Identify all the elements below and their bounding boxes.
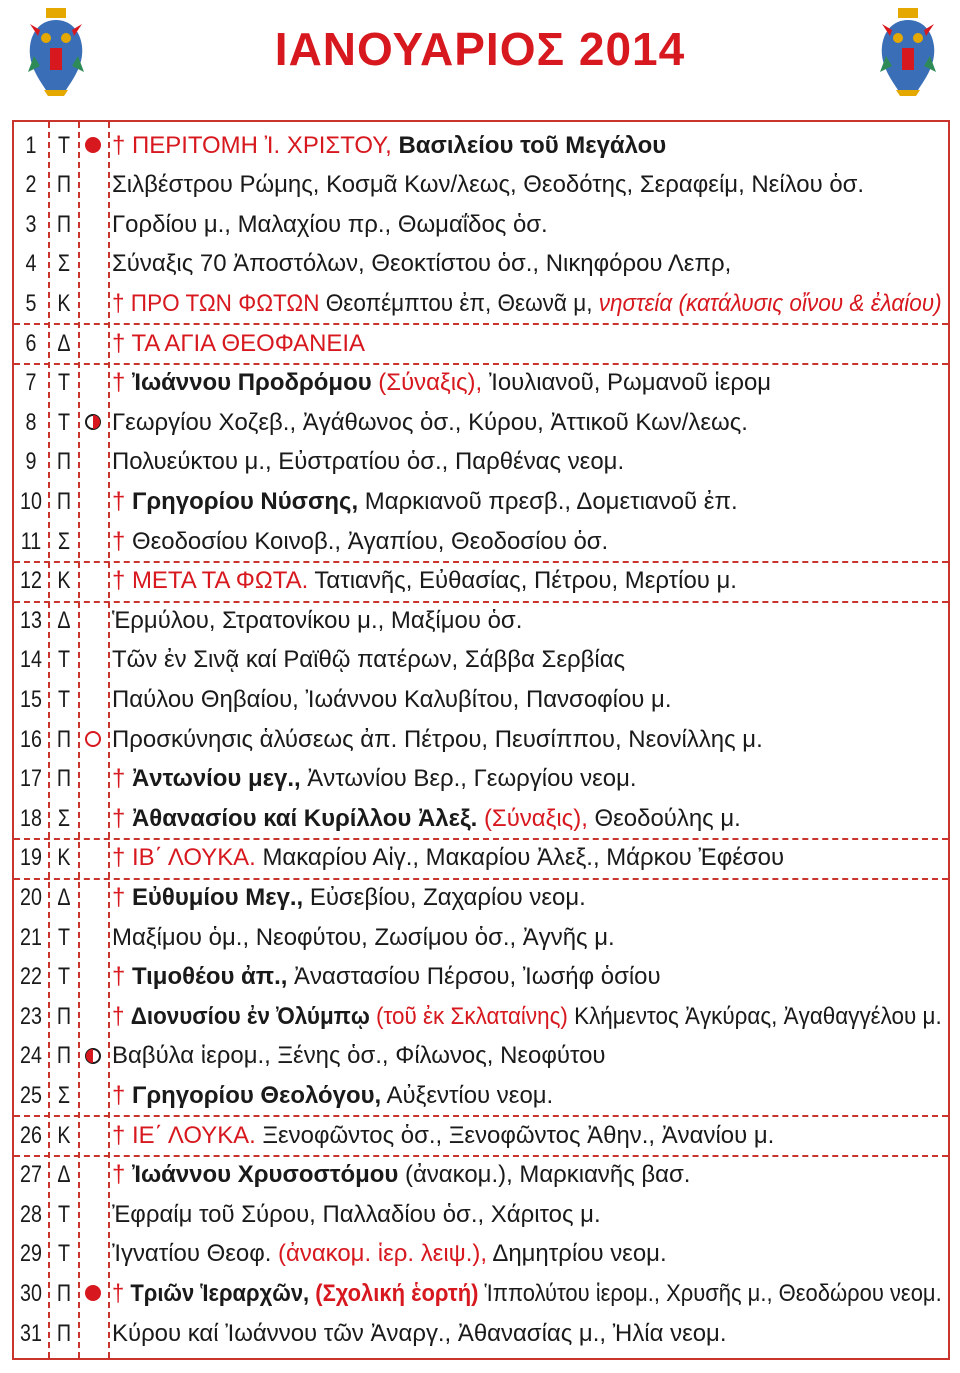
feast-text <box>112 1002 942 1031</box>
day-number: 13 <box>20 606 42 634</box>
day-number: 5 <box>25 289 37 317</box>
calendar-row <box>14 1037 948 1076</box>
feast-text-part: Ἀντωνίου Βερ., Γεωργίου νεομ. <box>300 765 637 793</box>
feast-text-part: † <box>112 1081 132 1109</box>
feast-text-part: (τοῦ ἐκ Σκλαταίνης) <box>369 1002 568 1030</box>
feast-text <box>112 884 942 912</box>
day-number: 19 <box>20 844 42 872</box>
weekday-letter: Δ <box>57 1161 71 1189</box>
weekday-letter: Τ <box>57 1200 71 1228</box>
calendar-row <box>14 1274 948 1313</box>
feast-text-part: † <box>112 1121 132 1149</box>
calendar-row <box>14 680 948 719</box>
feast-text-part: Βαβύλα ἱερομ., Ξένης ὁσ., Φίλωνος, Νεοφύτου <box>112 1042 606 1070</box>
feast-text-part: † <box>112 1279 131 1307</box>
day-number: 26 <box>20 1121 42 1149</box>
day-number: 14 <box>20 646 42 674</box>
feast-text <box>112 765 942 793</box>
calendar-row <box>14 839 948 880</box>
weekday-letter: Δ <box>57 606 71 634</box>
feast-text <box>112 289 942 318</box>
feast-text-part: Ἰωάννου Προδρόμου <box>131 369 379 397</box>
feast-text-part: Θεοδούλης μ. <box>587 804 741 832</box>
feast-text <box>112 1122 942 1150</box>
weekday-letter: Κ <box>57 1121 71 1149</box>
first-moon-icon <box>82 411 104 433</box>
weekday-letter: Τ <box>57 923 71 951</box>
feast-text-part: Προσκύνησις ἁλύσεως ἀπ. Πέτρου, Πευσίππου, Νεονίλλης μ. <box>112 725 763 753</box>
day-number: 27 <box>20 1161 42 1189</box>
feast-text <box>112 646 942 674</box>
day-number: 7 <box>25 369 37 397</box>
weekday-letter: Κ <box>57 289 71 317</box>
feast-text-part: Ἐφραίμ τοῦ Σύρου, Παλλαδίου ὁσ., Χάριτος μ. <box>112 1200 601 1228</box>
feast-text <box>112 488 942 516</box>
feast-text-part: Αὐξεντίου νεομ. <box>381 1081 554 1109</box>
feast-text-part: Μακαρίου Αἰγ., Μακαρίου Ἀλεξ., Μάρκου Ἐφέσου <box>255 844 785 872</box>
day-number: 31 <box>20 1319 42 1347</box>
calendar-row <box>14 1076 948 1117</box>
feast-text-part: Πολυεύκτου μ., Εὐστρατίου ὁσ., Παρθένας νεομ. <box>112 448 625 476</box>
calendar-row <box>14 601 948 640</box>
feast-text-part: Ἰουλιανοῦ, Ρωμανοῦ ἱερομ <box>482 369 772 397</box>
feast-text-part: νηστεία (κατάλυσις οἴνου & ἐλαίου) <box>598 289 942 317</box>
day-number: 20 <box>20 883 42 911</box>
day-number: 17 <box>20 765 42 793</box>
day-number: 15 <box>20 685 42 713</box>
calendar-row <box>14 482 948 521</box>
feast-text <box>112 924 942 952</box>
feast-text <box>112 686 942 714</box>
feast-text-part: Μαξίμου ὁμ., Νεοφύτου, Ζωσίμου ὁσ., Ἀγνῆς μ. <box>112 923 615 951</box>
weekday-letter: Δ <box>57 329 71 357</box>
feast-text <box>112 567 942 595</box>
weekday-letter: Π <box>56 725 72 753</box>
feast-text-part: Κύρου καί Ἰωάννου τῶν Ἀναργ., Ἀθανασίας μ., Ἠλία νεομ. <box>112 1319 727 1347</box>
day-number: 6 <box>25 329 37 357</box>
feast-text-part: (Σχολική ἑορτή) <box>309 1279 479 1307</box>
feast-text <box>112 726 942 754</box>
feast-text <box>112 211 942 239</box>
calendar-row <box>14 641 948 680</box>
feast-text <box>112 1320 942 1348</box>
feast-text <box>112 448 942 476</box>
calendar-row <box>14 1314 948 1353</box>
weekday-letter: Π <box>56 1279 72 1307</box>
feast-text-part: ΙΒ΄ ΛΟΥΚΑ. <box>131 844 256 872</box>
feast-text-part: Ἀθανασίου καί Κυρίλλου Ἀλεξ. <box>131 804 478 832</box>
last-moon-icon <box>82 1045 104 1067</box>
calendar-row <box>14 1195 948 1234</box>
new-moon-icon <box>82 728 104 750</box>
feast-text <box>112 1201 942 1229</box>
calendar-row <box>14 997 948 1036</box>
day-number: 22 <box>20 963 42 991</box>
feast-text-part: ΤΑ ΑΓΙΑ ΘΕΟΦΑΝΕΙΑ <box>131 329 365 357</box>
feast-text-part: † <box>112 487 132 515</box>
feast-text-part: (ἀνακομ.), Μαρκιανῆς βασ. <box>398 1161 691 1189</box>
weekday-letter: Σ <box>57 804 71 832</box>
weekday-letter: Τ <box>57 408 71 436</box>
feast-text <box>112 607 942 635</box>
feast-text <box>112 1082 942 1110</box>
feast-text-part: Γεωργίου Χοζεβ., Ἀγάθωνος ὁσ., Κύρου, Ἀττικοῦ Κων/λεως. <box>112 408 748 436</box>
feast-text <box>112 963 942 991</box>
feast-text-part: Ἀντωνίου μεγ., <box>131 765 301 793</box>
day-number: 1 <box>25 131 37 159</box>
feast-text <box>112 330 942 358</box>
calendar-row <box>14 799 948 840</box>
feast-text-part: Γρηγορίου Θεολόγου, <box>131 1081 382 1109</box>
calendar-row <box>14 126 948 165</box>
calendar-row <box>14 443 948 482</box>
calendar-row <box>14 522 948 563</box>
feast-text-part: (Σύναξις), <box>378 369 483 397</box>
feast-text-part: † <box>112 963 132 991</box>
feast-text-part: Ἰγνατίου Θεοφ. <box>112 1240 279 1268</box>
feast-text-part: † <box>112 883 132 911</box>
feast-text <box>112 805 942 833</box>
feast-text-part: Γορδίου μ., Μαλαχίου πρ., Θωμαΐδος ὁσ. <box>112 210 548 238</box>
weekday-letter: Π <box>56 1042 72 1070</box>
feast-text <box>112 171 942 199</box>
weekday-letter: Σ <box>57 527 71 555</box>
feast-text-part: Ἰωάννου Χρυσοστόμου <box>131 1161 399 1189</box>
feast-text-part: † <box>112 131 132 159</box>
feast-text-part: ΜΕΤΑ ΤΑ ΦΩΤΑ. <box>131 567 309 595</box>
calendar-row <box>14 364 948 403</box>
feast-text-part: Θεοδοσίου Κοινοβ., Ἀγαπίου, Θεοδοσίου ὁσ. <box>131 527 609 555</box>
feast-text-part: Ἱππολύτου ἱερομ., Χρυσῆς μ., Θεοδώρου νεομ. <box>478 1279 942 1307</box>
calendar-row <box>14 1235 948 1274</box>
weekday-letter: Κ <box>57 567 71 595</box>
feast-text-part: Βασιλείου τοῦ Μεγάλου <box>391 131 667 159</box>
calendar-row <box>14 1116 948 1157</box>
weekday-letter: Τ <box>57 963 71 991</box>
weekday-letter: Π <box>56 1319 72 1347</box>
calendar-row <box>14 205 948 244</box>
feast-text <box>112 132 942 160</box>
page-title: ΙΑΝΟΥΑΡΙΟΣ 2014 <box>274 23 686 75</box>
feast-text-part: Τιμοθέου ἀπ., <box>131 963 288 991</box>
day-number: 3 <box>25 210 37 238</box>
feast-text-part: ΠΡΟ ΤΩΝ ΦΩΤΩΝ <box>130 289 320 317</box>
feast-text-part: † <box>112 804 132 832</box>
day-number: 12 <box>20 567 42 595</box>
day-number: 30 <box>20 1279 42 1307</box>
feast-text-part: † <box>112 369 132 397</box>
feast-text-part: Παύλου Θηβαίου, Ἰωάννου Καλυβίτου, Πανσοφίου μ. <box>112 685 672 713</box>
feast-text-part: ΠΕΡΙΤΟΜΗ Ἰ. ΧΡΙΣΤΟΥ, <box>131 131 392 159</box>
feast-text-part: † <box>112 289 131 317</box>
feast-text-part: Διονυσίου ἐν Ὀλύμπῳ <box>130 1002 370 1030</box>
day-number: 25 <box>20 1081 42 1109</box>
weekday-letter: Κ <box>57 844 71 872</box>
day-number: 10 <box>20 487 42 515</box>
day-number: 4 <box>25 250 37 278</box>
weekday-letter: Σ <box>57 250 71 278</box>
weekday-letter: Π <box>56 210 72 238</box>
feast-text-part: Ξενοφῶντος ὁσ., Ξενοφῶντος Ἀθην., Ἀνανίου μ. <box>255 1121 775 1149</box>
weekday-letter: Σ <box>57 1081 71 1109</box>
full-moon-icon <box>82 1282 104 1304</box>
weekday-letter: Τ <box>57 646 71 674</box>
feast-text <box>112 409 942 437</box>
feast-text <box>112 844 942 872</box>
feast-text-part: Τριῶν Ἱεραρχῶν, <box>130 1279 310 1307</box>
day-number: 11 <box>20 527 42 555</box>
calendar-row <box>14 958 948 997</box>
calendar-row <box>14 284 948 325</box>
feast-text-part: † <box>112 567 132 595</box>
feast-text <box>112 250 942 278</box>
calendar-row <box>14 403 948 442</box>
weekday-letter: Τ <box>57 369 71 397</box>
feast-text <box>112 528 942 556</box>
day-number: 24 <box>20 1042 42 1070</box>
day-number: 18 <box>20 804 42 832</box>
calendar-row <box>14 878 948 917</box>
weekday-letter: Τ <box>57 131 71 159</box>
weekday-letter: Π <box>56 765 72 793</box>
feast-text <box>112 369 942 397</box>
day-number: 16 <box>20 725 42 753</box>
feast-text-part: Τῶν ἐν Σινᾷ καί Ραϊθῷ πατέρων, Σάββα Σερβίας <box>112 646 626 674</box>
feast-text-part: Δημητρίου νεομ. <box>487 1240 667 1268</box>
feast-text-part: † <box>112 329 132 357</box>
feast-text-part: Εὐθυμίου Μεγ., <box>131 883 304 911</box>
calendar-row <box>14 760 948 799</box>
day-number: 9 <box>25 448 37 476</box>
feast-text-part: † <box>112 1002 131 1030</box>
weekday-letter: Π <box>56 448 72 476</box>
weekday-letter: Π <box>56 487 72 515</box>
calendar-row <box>14 324 948 365</box>
feast-text-part: † <box>112 765 132 793</box>
feast-text-part: Ἑρμύλου, Στρατονίκου μ., Μαξίμου ὁσ. <box>112 606 523 634</box>
calendar-row <box>14 1156 948 1195</box>
weekday-letter: Δ <box>57 883 71 911</box>
feast-text-part: Ἀναστασίου Πέρσου, Ἰωσήφ ὁσίου <box>287 963 661 991</box>
calendar-row <box>14 166 948 205</box>
feast-text-part: Σιλβέστρου Ρώμης, Κοσμᾶ Κων/λεως, Θεοδότης, Σεραφείμ, Νείλου ὁσ. <box>112 171 865 199</box>
weekday-letter: Π <box>56 171 72 199</box>
day-number: 21 <box>20 923 42 951</box>
day-number: 23 <box>20 1002 42 1030</box>
feast-text <box>112 1279 942 1308</box>
feast-text-part: Σύναξις 70 Ἀποστόλων, Θεοκτίστου ὁσ., Νικηφόρου Λεπρ, <box>112 250 732 278</box>
feast-text <box>112 1161 942 1189</box>
day-number: 29 <box>20 1240 42 1268</box>
weekday-letter: Τ <box>57 1240 71 1268</box>
day-number: 28 <box>20 1200 42 1228</box>
weekday-letter: Τ <box>57 685 71 713</box>
feast-text-part: † <box>112 1161 132 1189</box>
day-number: 8 <box>25 408 37 436</box>
calendar-row <box>14 245 948 284</box>
calendar-row <box>14 562 948 603</box>
feast-text-part: Τατιανῆς, Εὐθασίας, Πέτρου, Μερτίου μ. <box>308 567 737 595</box>
calendar-row <box>14 918 948 957</box>
feast-text-part: Θεοπέμπτου ἐπ, Θεωνᾶ μ, <box>319 289 599 317</box>
feast-text-part: Κλήμεντος Ἀγκύρας, Ἀγαθαγγέλου μ. <box>567 1002 942 1030</box>
feast-text-part: Μαρκιανοῦ πρεσβ., Δομετιανοῦ ἐπ. <box>358 487 738 515</box>
feast-text-part: ΙΕ΄ ΛΟΥΚΑ. <box>131 1121 256 1149</box>
full-moon-icon <box>82 134 104 156</box>
feast-text-part: Εὐσεβίου, Ζαχαρίου νεομ. <box>303 883 586 911</box>
weekday-letter: Π <box>56 1002 72 1030</box>
calendar-table <box>12 120 950 1360</box>
feast-text-part: (Σύναξις), <box>477 804 588 832</box>
feast-text-part: Γρηγορίου Νύσσης, <box>131 487 359 515</box>
feast-text <box>112 1240 942 1268</box>
calendar-row <box>14 720 948 759</box>
feast-text <box>112 1042 942 1070</box>
day-number: 2 <box>25 171 37 199</box>
feast-text-part: † <box>112 844 132 872</box>
feast-text-part: † <box>112 527 132 555</box>
feast-text-part: (ἀνακομ. ἱερ. λειψ.), <box>278 1240 488 1268</box>
